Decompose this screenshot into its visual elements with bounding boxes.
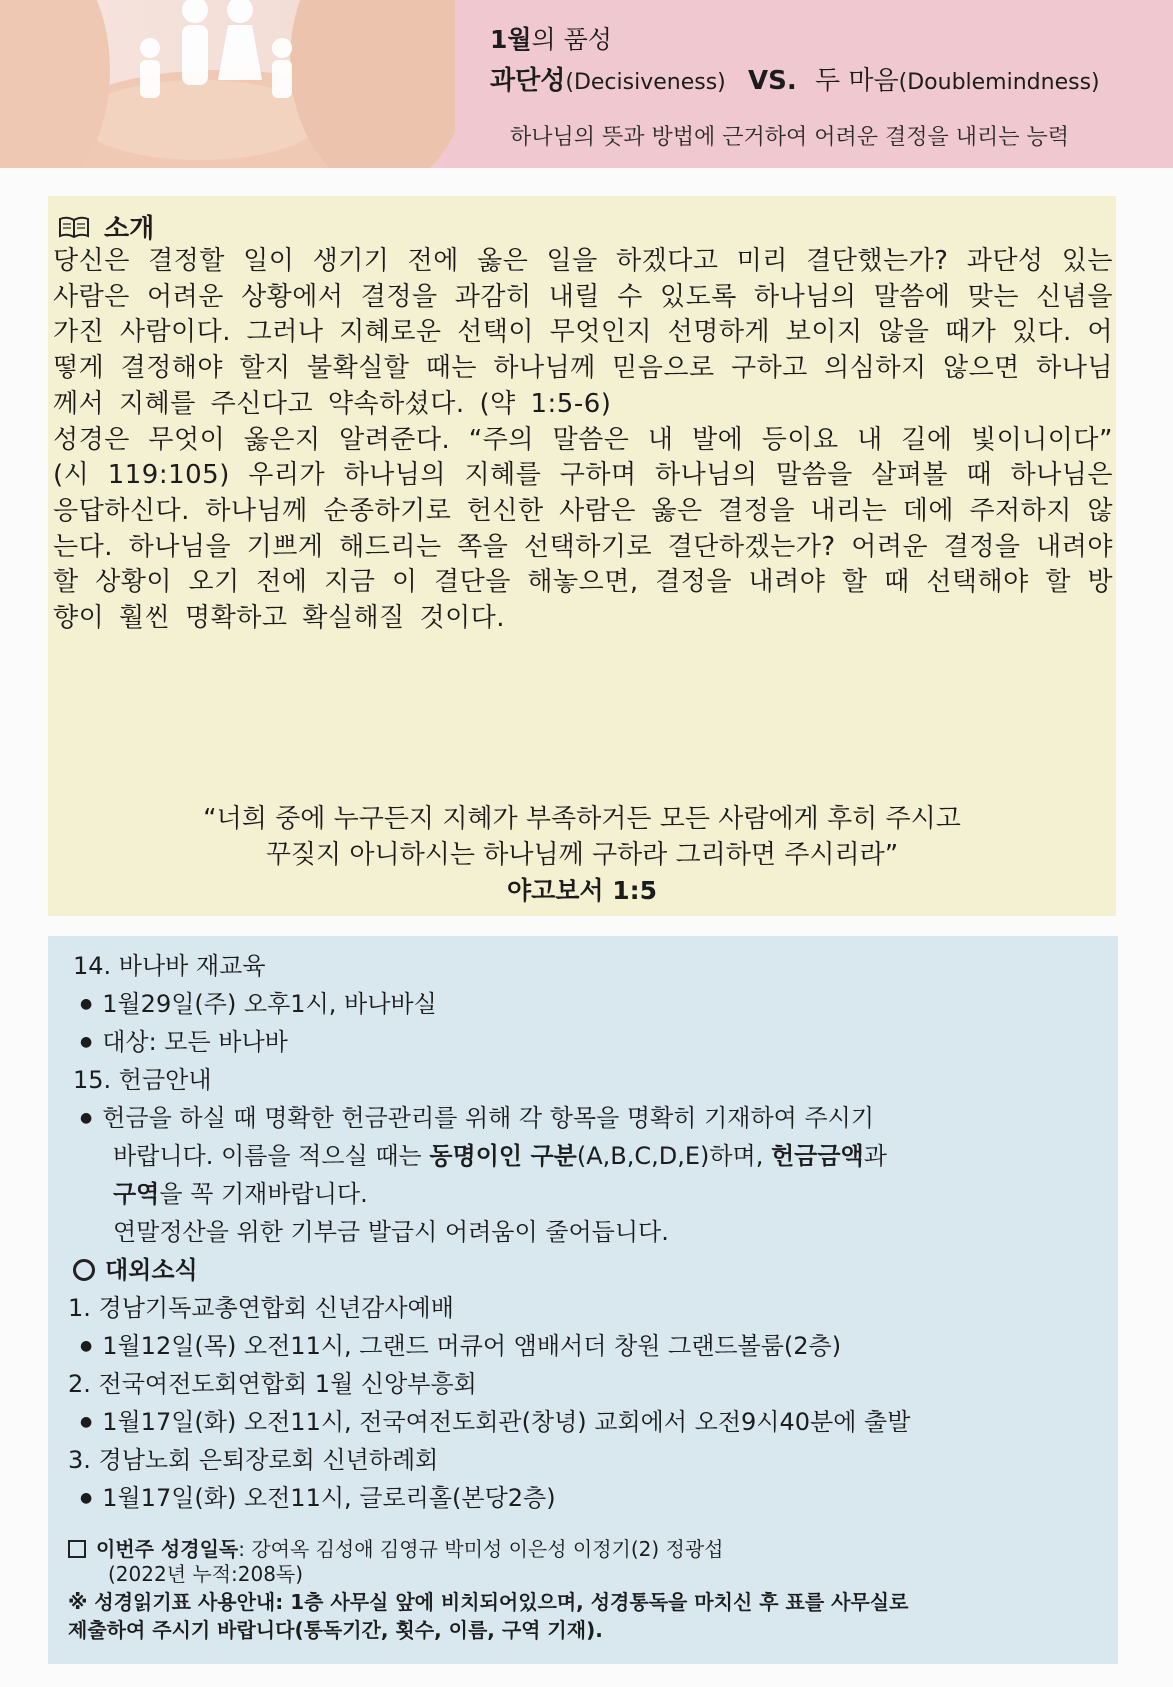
notice-15-line-3: 구역을 꼭 기재바랍니다.	[113, 1180, 368, 1208]
reading-guide-line-2: 제출하여 주시기 바랍니다(통독기간, 횟수, 이름, 구역 기재).	[68, 1618, 603, 1642]
family-hands-illustration	[0, 0, 455, 168]
header-banner	[0, 0, 1173, 168]
virtue-month: 1월의 품성	[490, 25, 612, 54]
intro-section	[48, 196, 1116, 916]
external-2-bullet: ● 1월17일(화) 오전11시, 전국여전도회관(창녕) 교회에서 오전9시40분에 출발	[80, 1402, 910, 1437]
intro-paragraph-2: 성경은 무엇이 옳은지 알려준다. “주의 말씀은 내 발에 등이요 내 길에 빛이니이다” (시 119:105) 우리가 하나님의 지혜를 구하며 하나님의 말씀을 살펴볼 때 하나님은 응답하신다. 하나님께 순종하기로 헌신한 사람은 옳은 결정을 내리는 데에 주저하지 않는다. 하나님을 기쁘게 해드리는 쪽을 선택하기로 결단하겠는가? 어려운 결정을 내려야 할 상황이 오기 전에 지금 이 결단을 해놓으면, 결정을 내려야 할 때 선택해야 할 방향이 훨씬 명확하고 확실해질 것이다.	[53, 424, 1113, 634]
checkbox-square-icon	[68, 1540, 86, 1558]
virtue-title: 과단성(Decisiveness) VS. 두 마음(Doublemindness)	[490, 66, 1100, 96]
intro-body	[53, 244, 1113, 637]
notice-15-line-1: ● 헌금을 하실 때 명확한 헌금관리를 위해 각 항목을 명확히 기재하여 주시기	[80, 1098, 874, 1133]
external-1-title: 1. 경남기독교총연합회 신년감사예배	[68, 1294, 454, 1322]
notice-15-line-4: 연말정산을 위한 기부금 발급시 어려움이 줄어듭니다.	[113, 1218, 669, 1246]
intro-paragraph-1: 당신은 결정할 일이 생기기 전에 옳은 일을 하겠다고 미리 결단했는가? 과단성 있는 사람은 어려운 상황에서 결정을 과감히 내릴 수 있도록 하나님의 말씀에 맞는 신념을 가진 사람이다. 그러나 지혜로운 선택이 무엇인지 선명하게 보이지 않을 때가 있다. 어떻게 결정해야 할지 불확실할 때는 하나님께 믿음으로 구하고 의심하지 않으면 하나님께서 지혜를 주신다고 약속하셨다. (약 1:5-6)	[53, 246, 1113, 419]
notice-14-bullet-1: ● 1월29일(주) 오후1시, 바나바실	[80, 984, 437, 1019]
key-verse	[48, 801, 1116, 909]
external-news-heading: 대외소식	[73, 1250, 198, 1285]
external-3-bullet: ● 1월17일(화) 오전11시, 글로리홀(본당2층)	[80, 1478, 556, 1513]
reading-guide-line-1: ※ 성경읽기표 사용안내: 1층 사무실 앞에 비치되어있으며, 성경통독을 마치신 후 표를 사무실로	[68, 1590, 909, 1614]
notice-14-bullet-2: ● 대상: 모든 바나바	[80, 1022, 288, 1057]
external-2-title: 2. 전국여전도회연합회 1월 신앙부흥회	[68, 1370, 477, 1398]
circle-icon	[73, 1259, 95, 1281]
notice-14-title: 14. 바나바 재교육	[73, 952, 266, 980]
verse-line-1: “너희 중에 누구든지 지혜가 부족하거든 모든 사람에게 후히 주시고	[203, 804, 961, 834]
intro-heading: 소개	[58, 208, 154, 245]
virtue-definition: 하나님의 뜻과 방법에 근거하여 어려운 결정을 내리는 능력	[510, 125, 1070, 150]
bible-reading-line: 이번주 성경일독: 강여옥 김성애 김영규 박미성 이은성 이정기(2) 정광섭	[68, 1533, 724, 1562]
external-1-bullet: ● 1월12일(목) 오전11시, 그랜드 머큐어 앰배서더 창원 그랜드볼룸(2층)	[80, 1326, 841, 1361]
notice-section	[48, 936, 1118, 1664]
family-hands-photo	[0, 0, 455, 168]
notice-15-line-2: 바랍니다. 이름을 적으실 때는 동명이인 구분(A,B,C,D,E)하며, 헌금금액과	[113, 1142, 887, 1170]
verse-reference: 야고보서 1:5	[506, 876, 658, 905]
bible-reading-total: (2022년 누적:208독)	[108, 1562, 304, 1586]
verse-line-2: 꾸짖지 아니하시는 하나님께 구하라 그리하면 주시리라”	[265, 840, 899, 870]
notice-15-title: 15. 헌금안내	[73, 1066, 212, 1094]
external-3-title: 3. 경남노회 은퇴장로회 신년하례회	[68, 1446, 439, 1474]
open-book-icon	[58, 216, 90, 238]
